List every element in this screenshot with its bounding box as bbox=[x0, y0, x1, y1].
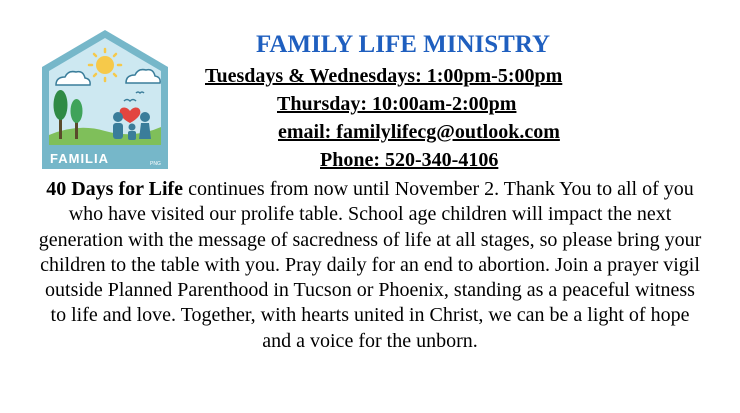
phone-number[interactable]: Phone: 520-340-4106 bbox=[320, 149, 499, 171]
familia-logo-graphic bbox=[38, 27, 172, 172]
hours-thursday: Thursday: 10:00am-2:00pm bbox=[277, 93, 517, 115]
logo-label: FAMILIA bbox=[50, 151, 109, 166]
email-address[interactable]: email: familylifecg@outlook.com bbox=[278, 121, 560, 143]
announcement-lead: 40 Days for Life bbox=[46, 178, 184, 200]
announcement-text: continues from now until November 2. Thank You to all of you who have visited our prolife table. School age children will impact the next generation with the message of sacredness of life at all stages, so please bring your children to the table with you. Pray daily for an end to abortion. Join a prayer vigil outside Planned Parenthood in Tucson or Phoenix, standing as a peaceful witness to life and love. Together, with hearts united in Christ, we can be a light of hope and a voice for the unborn. bbox=[38, 178, 702, 352]
announcement-paragraph bbox=[36, 177, 704, 354]
logo-mark: PNG bbox=[150, 161, 161, 167]
hours-tuesday-wednesday: Tuesdays & Wednesdays: 1:00pm-5:00pm bbox=[205, 65, 563, 87]
page-title: FAMILY LIFE MINISTRY bbox=[256, 31, 551, 58]
familia-logo bbox=[38, 27, 172, 172]
